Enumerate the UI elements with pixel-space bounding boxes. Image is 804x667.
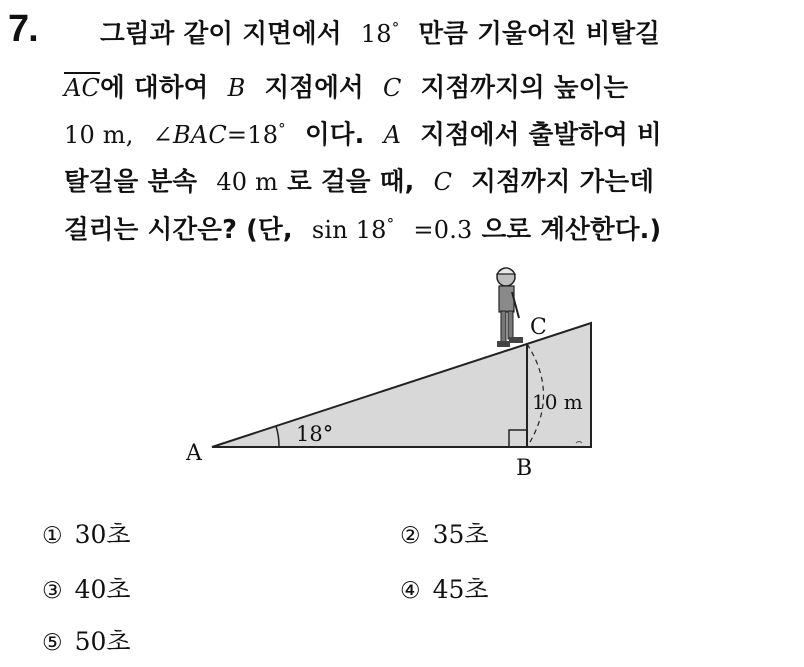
person-shoe-left (497, 341, 510, 347)
height-value: 10 m (64, 121, 126, 149)
degree-mark: ° (391, 19, 400, 37)
point-c: C (433, 168, 453, 196)
segment-ac: $\overline{AC}$ (64, 74, 101, 102)
person-illustration (497, 268, 523, 347)
choice-label: 50초 (74, 627, 131, 656)
q2-text-c: 지점까지의 높이는 (420, 73, 629, 103)
angle-label: 18° (296, 422, 334, 446)
q5-text-a: 걸리는 시간은? (단, (64, 215, 293, 245)
angle-name: ∠BAC (152, 121, 227, 149)
choice-number: ⑤ (42, 630, 63, 656)
speed-value: 40 m (216, 168, 279, 196)
choice-label: 35초 (432, 520, 489, 549)
angle-value: 18 (247, 121, 279, 149)
choice-4[interactable] (400, 570, 489, 606)
equals-sign: = (226, 121, 248, 149)
choice-number: ① (42, 523, 63, 549)
point-a: A (383, 121, 402, 149)
height-label: 10 m (532, 390, 583, 414)
sin-value: 0.3 (433, 216, 473, 244)
label-a: A (186, 441, 202, 466)
q2-text-a: 에 대하여 (100, 73, 209, 103)
sin-expression: sin 18 (311, 216, 387, 244)
q3-text-a: 이다. (304, 120, 365, 150)
person-body (499, 286, 514, 312)
q2-text-b: 지점에서 (264, 73, 364, 103)
equals-sign: = (413, 216, 434, 244)
q1-angle-value: 18 (360, 20, 392, 48)
q3-text-b: 지점에서 출발하여 비 (420, 120, 662, 150)
label-b: B (516, 456, 533, 481)
q1-text-a: 그림과 같이 지면에서 (100, 19, 342, 49)
choice-number: ③ (42, 578, 63, 604)
choice-3[interactable] (42, 570, 131, 606)
helmet (497, 268, 515, 274)
degree-mark: ° (278, 120, 286, 138)
choice-number: ④ (400, 578, 421, 604)
q4-text-a: 탈길을 분속 (64, 167, 198, 197)
choice-2[interactable] (400, 515, 489, 551)
q5-text-b: 으로 계산한다.) (481, 215, 662, 245)
choice-label: 40초 (74, 575, 131, 604)
q4-text-b: 로 걸을 때, (287, 167, 415, 197)
person-shoe-right (509, 337, 523, 343)
question-number: 7. (8, 8, 38, 50)
choice-label: 45초 (432, 575, 489, 604)
point-c: C (382, 74, 402, 102)
label-c: C (530, 315, 547, 340)
comma: , (125, 121, 134, 149)
q4-text-c: 지점까지 가는데 (471, 167, 655, 197)
choice-5[interactable] (42, 622, 131, 658)
person-leg-left (501, 311, 506, 343)
q1-text-b: 만큼 기울어진 비탈길 (418, 19, 661, 49)
point-b: B (227, 74, 246, 102)
slope-triangle (212, 323, 591, 447)
person-leg-right (508, 311, 513, 339)
degree-mark: ° (386, 215, 395, 233)
choice-1[interactable] (42, 515, 131, 551)
choice-number: ② (400, 523, 421, 549)
choice-label: 30초 (74, 520, 131, 549)
